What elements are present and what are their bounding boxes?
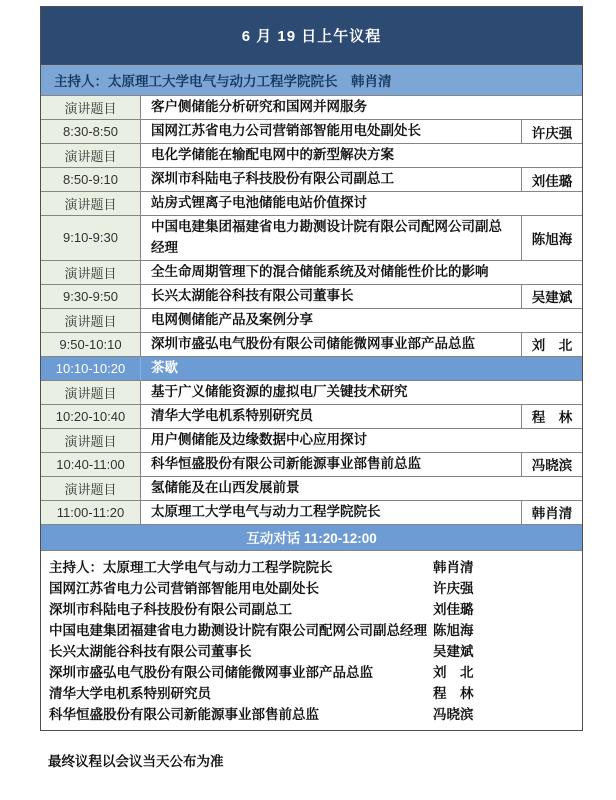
topic-row <box>41 95 582 119</box>
agenda-title: 6 月 19 日上午议程 <box>241 28 382 45</box>
panelist-row <box>41 661 582 682</box>
speaker-name-cell: 吴建斌 <box>521 285 582 308</box>
session-row <box>41 215 582 260</box>
speaker-cell: 清华大学电机系特别研究员 <box>151 407 313 423</box>
time-cell: 10:20-10:40 <box>41 405 141 428</box>
time-cell: 9:50-10:10 <box>41 333 141 356</box>
topic-cell: 电化学储能在输配电网中的新型解决方案 <box>151 147 394 163</box>
panelist-name: 陈旭海 <box>433 623 474 639</box>
topic-row <box>41 380 582 404</box>
speaker-cell: 深圳市科陆电子科技股份有限公司副总工 <box>151 171 394 187</box>
speaker-name-cell: 程 林 <box>521 405 582 428</box>
speaker-cell: 国网江苏省电力公司营销部智能用电处副处长 <box>151 123 421 139</box>
topic-label-cell: 演讲题目 <box>41 261 141 284</box>
speaker-name-cell: 韩肖清 <box>521 501 582 524</box>
speaker-cell: 中国电建集团福建省电力勘测设计院有限公司配网公司副总经理 <box>151 219 502 255</box>
topic-row <box>41 308 582 332</box>
panelist-name: 程 林 <box>433 686 474 702</box>
session-row <box>41 167 582 191</box>
time-cell: 11:00-11:20 <box>41 501 141 524</box>
time-cell: 9:10-9:30 <box>41 216 141 260</box>
speaker-name-cell: 冯晓滨 <box>521 453 582 476</box>
speaker-cell: 深圳市盛弘电气股份有限公司储能微网事业部产品总监 <box>151 335 475 351</box>
speaker-cell: 科华恒盛股份有限公司新能源事业部售前总监 <box>151 455 421 471</box>
panelist-row <box>41 577 582 598</box>
topic-cell: 站房式锂离子电池储能电站价值探讨 <box>151 195 367 211</box>
time-cell: 10:40-11:00 <box>41 453 141 476</box>
topic-row <box>41 260 582 284</box>
tea-break-row <box>41 356 582 380</box>
time-cell: 8:50-9:10 <box>41 168 141 191</box>
session-row <box>41 500 582 524</box>
session-row <box>41 284 582 308</box>
topic-label-cell: 演讲题目 <box>41 192 141 215</box>
panelist-name: 冯晓滨 <box>433 707 474 723</box>
speaker-name-cell: 陈旭海 <box>521 216 582 260</box>
agenda-header <box>41 7 582 64</box>
panelist-org: 深圳市盛弘电气股份有限公司储能微网事业部产品总监 <box>49 665 373 681</box>
topic-cell: 客户侧储能分析研究和国网并网服务 <box>151 99 367 115</box>
footer-note: 最终议程以会议当天公布为准 <box>48 754 224 769</box>
topic-row <box>41 428 582 452</box>
topic-label-cell: 演讲题目 <box>41 309 141 332</box>
topic-label-cell: 演讲题目 <box>41 96 141 119</box>
time-cell: 9:30-9:50 <box>41 285 141 308</box>
time-cell: 10:10-10:20 <box>41 357 141 380</box>
speaker-name-cell: 许庆强 <box>521 120 582 143</box>
panelist-org: 长兴太湖能谷科技有限公司董事长 <box>49 644 252 660</box>
panel-discussion-banner <box>41 524 582 550</box>
panelist-list <box>41 550 582 730</box>
topic-label-cell: 演讲题目 <box>41 477 141 500</box>
topic-cell: 全生命周期管理下的混合储能系统及对储能性价比的影响 <box>151 263 489 279</box>
session-row <box>41 332 582 356</box>
topic-cell: 用户侧储能及边缘数据中心应用探讨 <box>151 431 367 447</box>
topic-row <box>41 191 582 215</box>
topic-row <box>41 143 582 167</box>
panelist-row <box>41 556 582 577</box>
panelist-row <box>41 619 582 640</box>
topic-label-cell: 演讲题目 <box>41 429 141 452</box>
panelist-row <box>41 682 582 703</box>
topic-cell: 氢储能及在山西发展前景 <box>151 479 300 495</box>
panelist-name: 刘佳璐 <box>433 602 474 618</box>
panelist-org: 国网江苏省电力公司营销部智能用电处副处长 <box>49 581 319 597</box>
topic-label-cell: 演讲题目 <box>41 144 141 167</box>
panelist-org: 清华大学电机系特别研究员 <box>49 686 211 702</box>
break-label-cell: 茶歇 <box>151 359 178 375</box>
topic-row <box>41 476 582 500</box>
panelist-name: 吴建斌 <box>433 644 474 660</box>
topic-label-cell: 演讲题目 <box>41 381 141 404</box>
panelist-name: 韩肖清 <box>433 560 474 576</box>
speaker-cell: 太原理工大学电气与动力工程学院院长 <box>151 503 381 519</box>
panelist-name: 刘 北 <box>433 665 474 681</box>
speaker-cell: 长兴太湖能谷科技有限公司董事长 <box>151 287 354 303</box>
moderator-row <box>41 64 582 95</box>
agenda-table <box>40 6 583 731</box>
speaker-name-cell: 刘 北 <box>521 333 582 356</box>
panelist-row <box>41 640 582 661</box>
panelist-row <box>41 703 582 724</box>
session-row <box>41 452 582 476</box>
session-row <box>41 119 582 143</box>
panelist-row <box>41 598 582 619</box>
panel-discussion-title: 互动对话 11:20-12:00 <box>246 531 377 547</box>
panelist-org: 中国电建集团福建省电力勘测设计院有限公司配网公司副总经理 <box>49 623 427 639</box>
panelist-org: 深圳市科陆电子科技股份有限公司副总工 <box>49 602 292 618</box>
panelist-name: 许庆强 <box>433 581 474 597</box>
topic-cell: 基于广义储能资源的虚拟电厂关键技术研究 <box>151 383 408 399</box>
session-row <box>41 404 582 428</box>
time-cell: 8:30-8:50 <box>41 120 141 143</box>
moderator-text: 主持人：太原理工大学电气与动力工程学院院长 韩肖清 <box>54 74 392 89</box>
topic-cell: 电网侧储能产品及案例分享 <box>151 311 313 327</box>
speaker-name-cell: 刘佳璐 <box>521 168 582 191</box>
panelist-org: 主持人：太原理工大学电气与动力工程学院院长 <box>49 560 333 576</box>
panelist-org: 科华恒盛股份有限公司新能源事业部售前总监 <box>49 707 319 723</box>
